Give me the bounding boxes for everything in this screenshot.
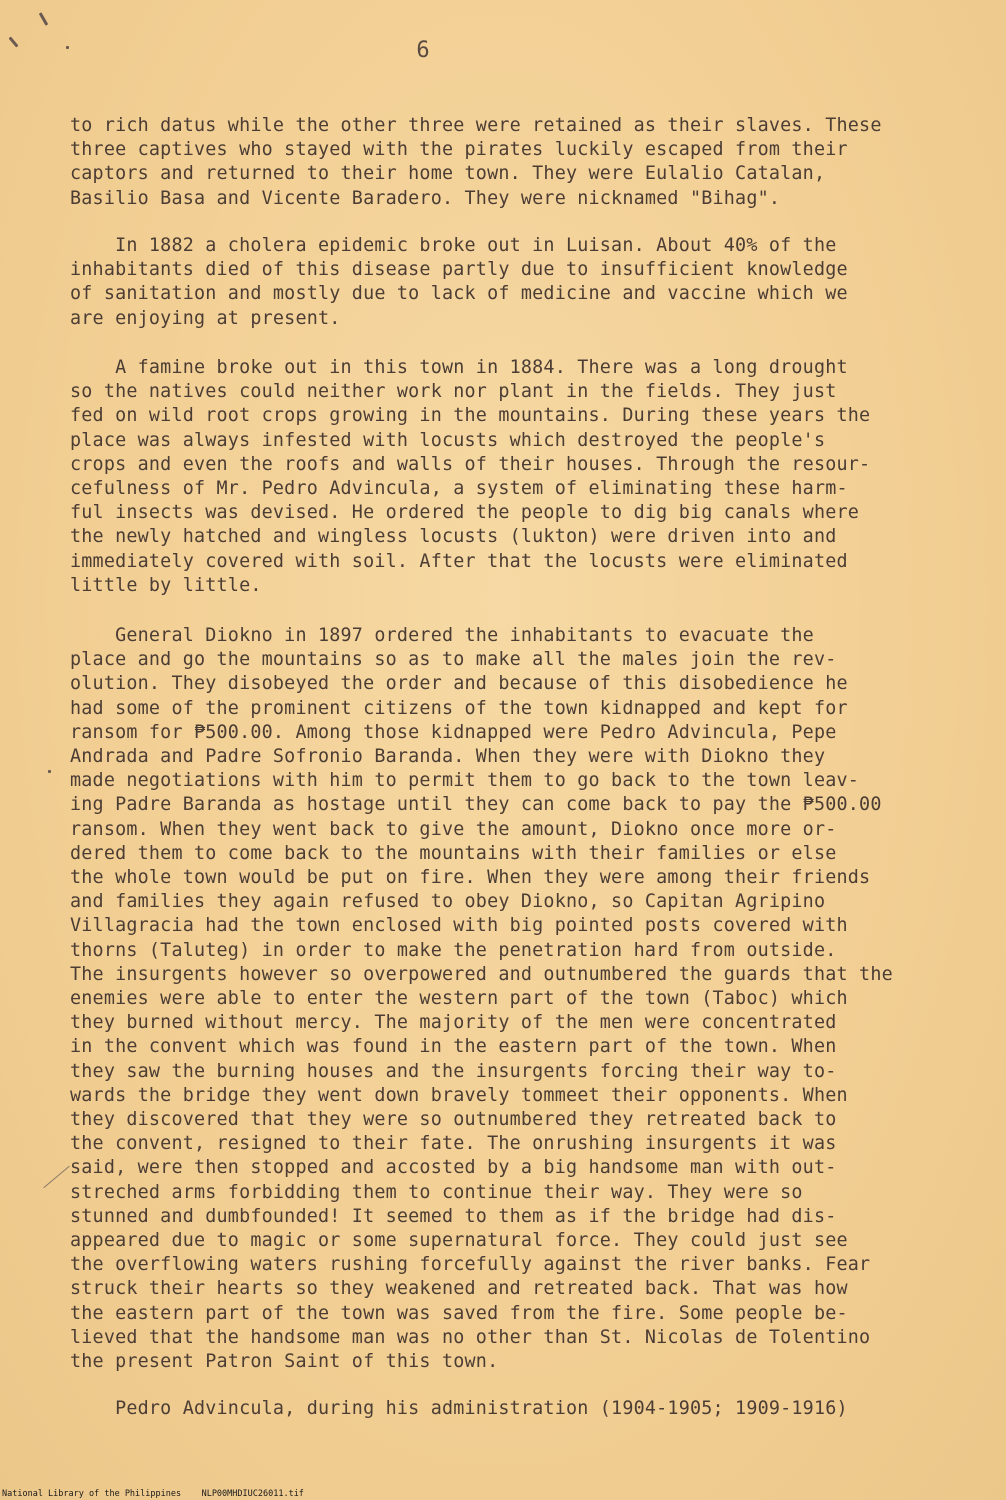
page-number: 6 [416, 38, 430, 63]
archive-footer: National Library of the Philippines NLP00MHDIUC26011.tif [2, 1489, 304, 1499]
stray-mark [39, 12, 49, 26]
paragraph-pirates-captives: to rich datus while the other three were retained as their slaves. These three captives who stayed with the pirates luckily escaped from their captors and returned to their home town. They were Eulalio Catalan, Basilio Basa and Vicente Baradero. They were nicknamed "Bihag". [70, 115, 882, 209]
paragraph-general-diokno: General Diokno in 1897 ordered the inhabitants to evacuate the place and go the mountains so as to make all the males join the rev- olution. They disobeyed the order and because of this disobedience he had some of the prominent citizens of the town kidnapped and kept for ransom for ₱500.00. Among those kidnapped were Pedro Advincula, Pepe Andrada and Padre Sofronio Baranda. When they were with Diokno they made negotiations with him to permit them to go back to the town leav- ing Padre Baranda as hostage until they can come back to pay the ₱500.00 ransom. When they went back to give the amount, Diokno once more or- dered them to come back to the mountains with their families or else the whole town would be put on fire. When they were among their friends and families they again refused to obey Diokno, so Capitan Agripino Villagracia had the town enclosed with big pointed posts covered with thorns (Taluteg) in order to make the penetration hard from outside. The insurgents however so overpowered and outnumbered the guards that the enemies were able to enter the western part of the town (Taboc) which they burned without mercy. The majority of the men were concentrated in the convent which was found in the eastern part of the town. When they saw the burning houses and the insurgents forcing their way to- wards the bridge they went down bravely tommeet their opponents. When they discovered that they were so outnumbered they retreated back to the convent, resigned to their fate. The onrushing insurgents it was said, were then stopped and accosted by a big handsome man with out- streched arms forbidding them to continue their way. They were so stunned and dumbfounded! It seemed to them as if the bridge had dis- appeared due to magic or some supernatural force. They could just see the overflowing waters rushing forcefully against the river banks. Fear struck their hearts so they weakened and retreated back. That was how the eastern part of the town was saved from the fire. Some people be- lieved that the handsome man was no other than St. Nicolas de Tolentino the present Patron Saint of this town. [70, 625, 893, 1373]
paragraph-pedro-advincula: Pedro Advincula, during his administration (1904-1905; 1909-1916) [70, 1398, 848, 1419]
stray-mark [48, 770, 51, 773]
paragraph-famine-locusts: A famine broke out in this town in 1884. There was a long drought so the natives could neither work nor plant in the fields. They just fed on wild root crops growing in the mountains. During these years the place was always infested with locusts which destroyed the people's crops and even the roofs and walls of their houses. Through the resour- cefulness of Mr. Pedro Advincula, a system of eliminating these harm- ful insects was devised. He ordered the people to dig big canals where the newly hatched and wingless locusts (lukton) were driven into and immediately covered with soil. After that the locusts were eliminated little by little. [70, 357, 871, 596]
stray-mark [43, 1166, 70, 1189]
paragraph-cholera-epidemic: In 1882 a cholera epidemic broke out in Luisan. About 40% of the inhabitants died of this disease partly due to insufficient knowledge of sanitation and mostly due to lack of medicine and vaccine which we are enjoying at present. [70, 235, 848, 329]
